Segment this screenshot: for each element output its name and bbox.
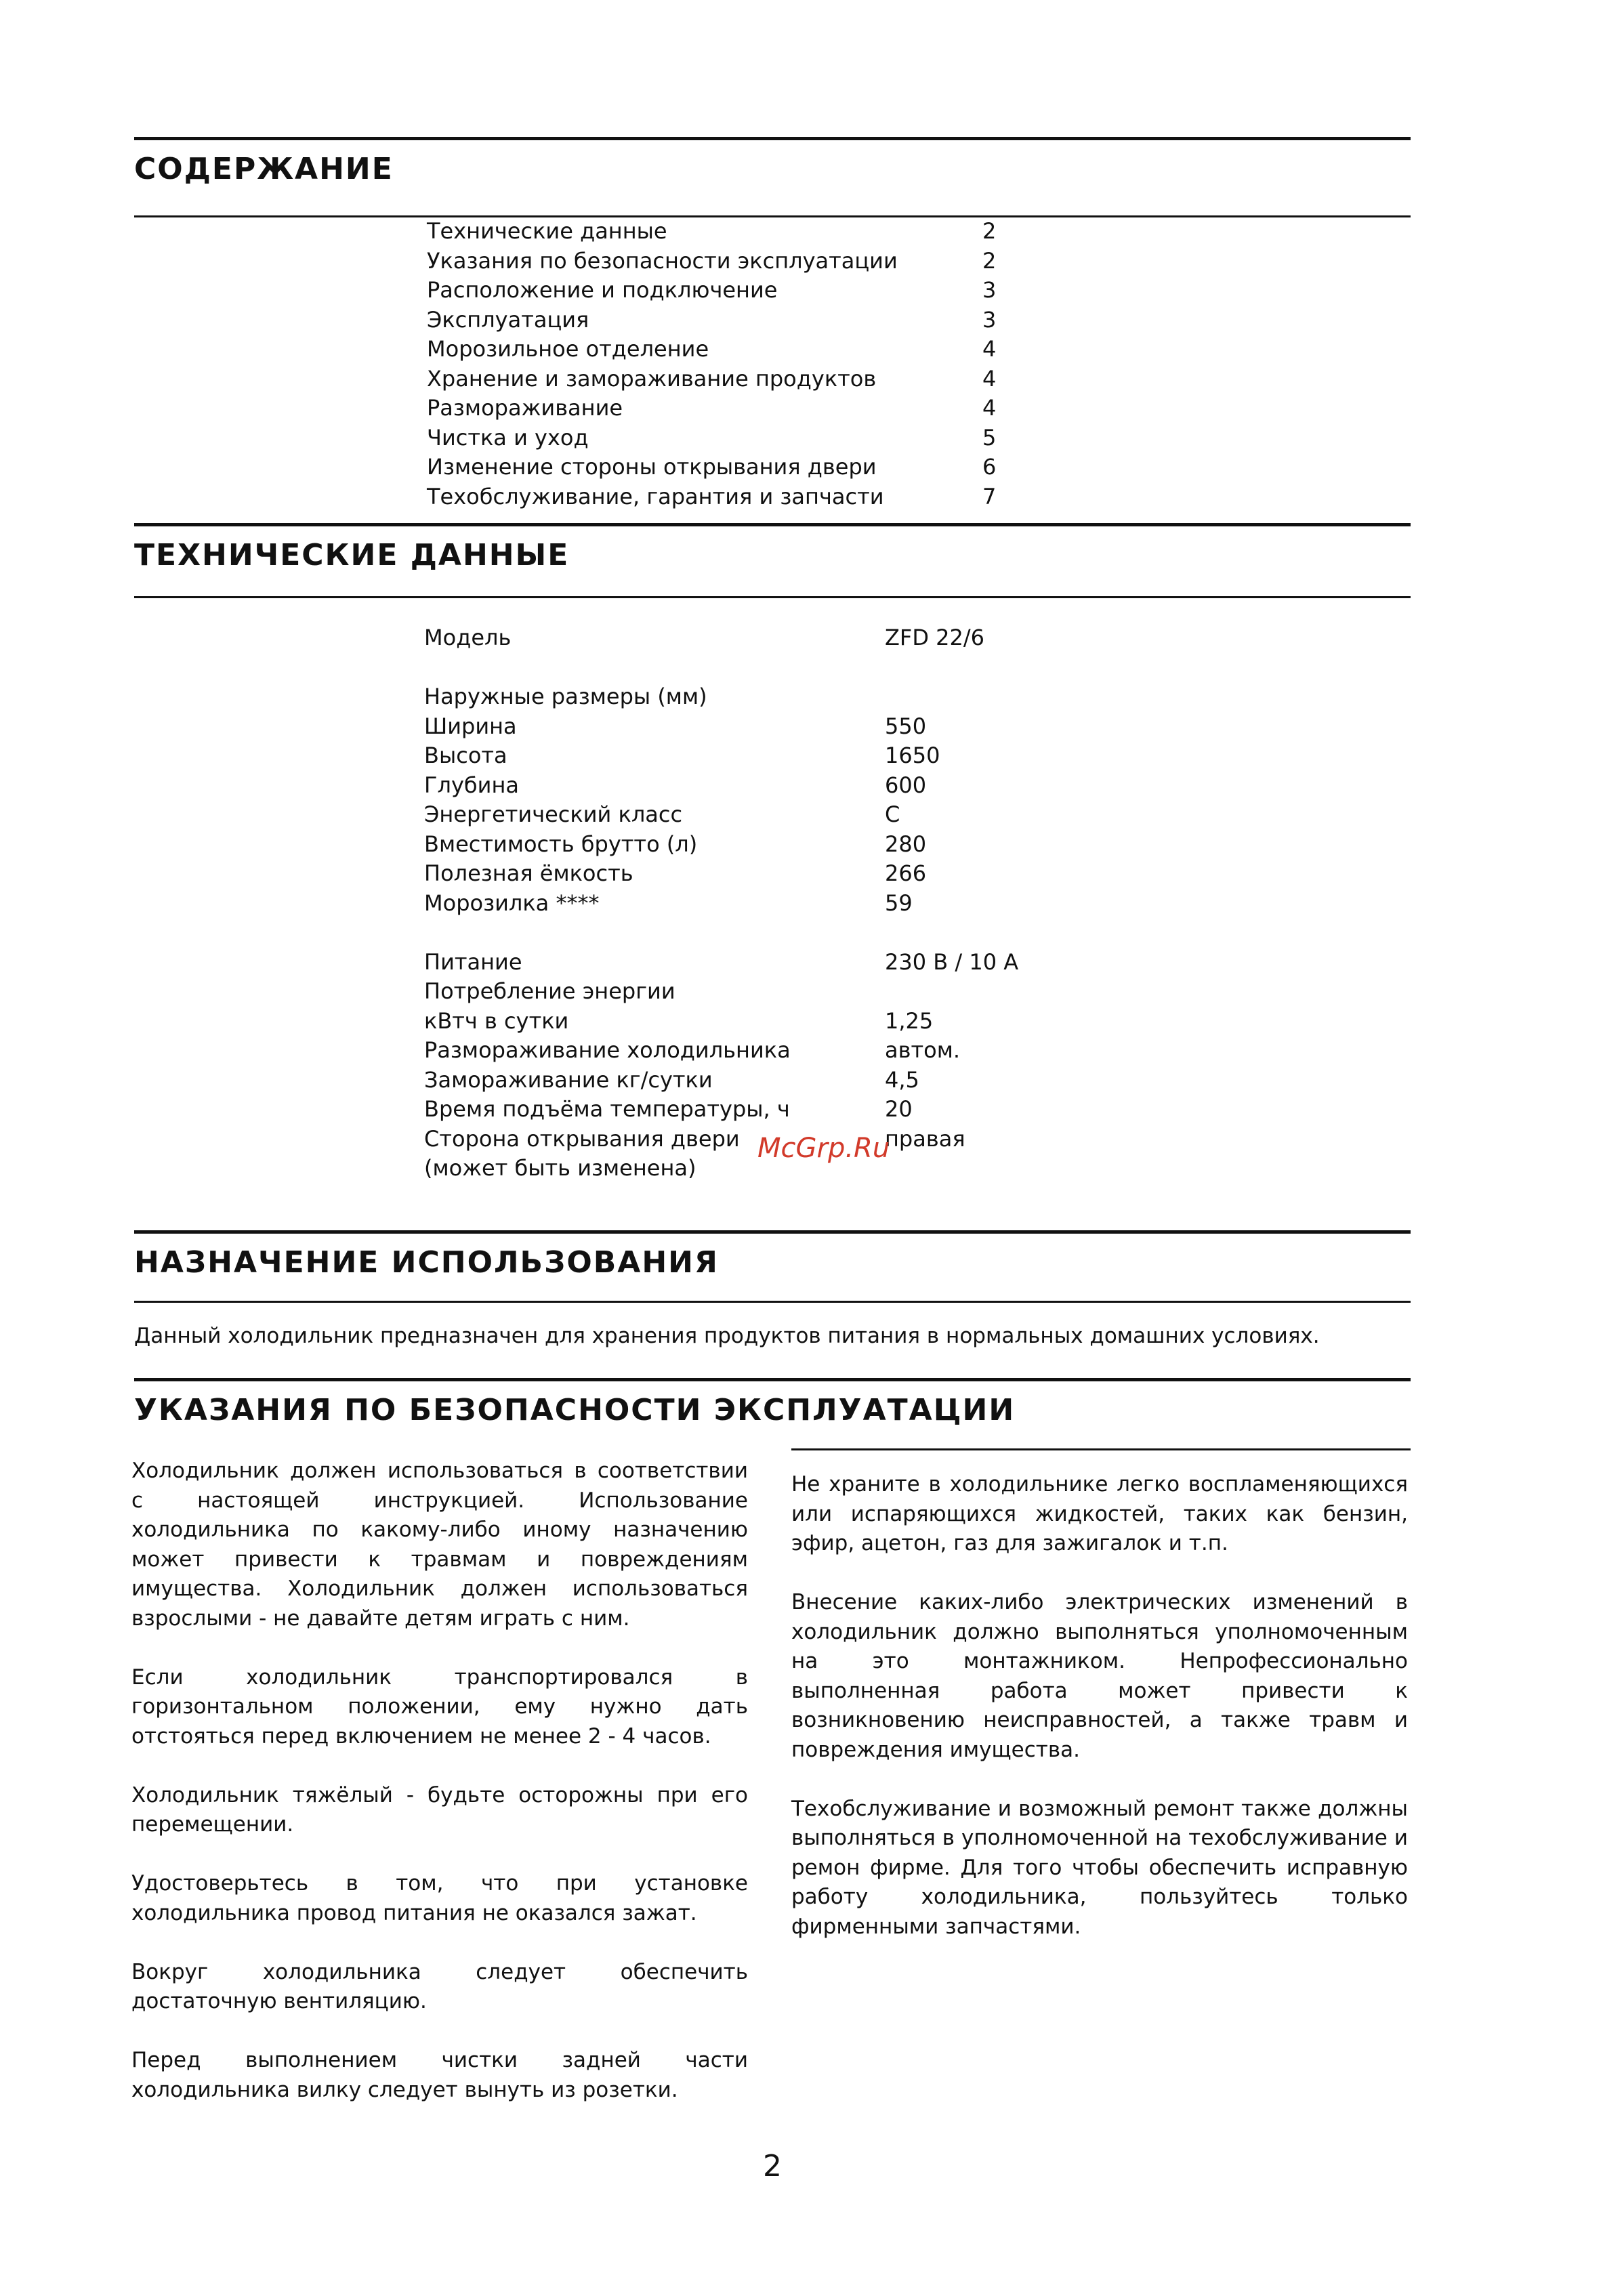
safety-paragraph: Техобслуживание и возможный ремонт также должны выполняться в уполномоченной на техобслуживание и ремон фирме. Для того чтобы обеспечить исправную работу холодильника, пользуйтесь только фирменными запчастями. [791, 1796, 1408, 1939]
spec-gap [424, 653, 1169, 683]
safety-paragraph: Вокруг холодильника следует обеспечить достаточную вентиляцию. [131, 1959, 748, 2013]
toc-item-label: Эксплуатация [427, 306, 589, 333]
spec-row-consumption [424, 977, 1169, 1007]
spec-row-kwh [424, 1007, 1169, 1037]
spec-value: 20 [885, 1096, 913, 1122]
safety-paragraph: Не храните в холодильнике легко воспламеняющихся или испаряющихся жидкостей, таких как бензин, эфир, ацетон, газ для зажигалок и т.п. [791, 1472, 1408, 1555]
spec-label: Высота [424, 743, 507, 768]
purpose-heading: НАЗНАЧЕНИЕ ИСПОЛЬЗОВАНИЯ [134, 1245, 719, 1280]
toc-item-page: 2 [982, 218, 997, 244]
toc-heading: СОДЕРЖАНИЕ [134, 152, 394, 186]
spec-value: правая [885, 1125, 965, 1152]
spec-value: 59 [885, 890, 913, 916]
spec-gap [424, 918, 1169, 948]
safety-paragraph: Холодильник должен использоваться в соответствии с настоящей инструкцией. Использование холодильника по какому-либо иному назначению может привести к травмам и повреждениям имущества. Холодильник должен использоваться взрослыми - не давайте детям играть с ним. [131, 1459, 748, 1631]
safety-right-column [791, 1470, 1408, 1971]
spec-label: Вместимость брутто (л) [424, 831, 698, 857]
rule-purpose [134, 1230, 1411, 1234]
spec-value: 266 [885, 860, 927, 886]
toc-item[interactable] [427, 482, 1009, 512]
rule-safety [134, 1378, 1411, 1381]
purpose-text: Данный холодильник предназначен для хранения продуктов питания в нормальных домашних условиях. [134, 1324, 1320, 1348]
spec-row-useful [424, 859, 1169, 889]
spec-label: Замораживание кг/сутки [424, 1066, 713, 1093]
spec-value: 230 В / 10 А [885, 948, 1019, 975]
spec-label: Полезная ёмкость [424, 860, 633, 886]
spec-row-defrost [424, 1036, 1169, 1066]
spec-value: 600 [885, 772, 927, 798]
toc-item[interactable] [427, 335, 1009, 364]
toc-item[interactable] [427, 247, 1009, 276]
toc-item[interactable] [427, 423, 1009, 453]
spec-label: Наружные размеры (мм) [424, 684, 707, 709]
spec-value: 1650 [885, 743, 940, 768]
spec-label: Время подъёма температуры, ч [424, 1096, 790, 1122]
safety-left-column [131, 1457, 748, 2135]
spec-row-freezing [424, 1066, 1169, 1095]
toc-item-page: 2 [982, 247, 997, 274]
spec-value: ZFD 22/6 [885, 625, 984, 650]
safety-paragraph: Если холодильник транспортировался в горизонтальном положении, ему нужно дать отстояться перед включением не менее 2 - 4 часов. [131, 1665, 748, 1749]
toc-item[interactable] [427, 394, 1009, 423]
tech-heading: ТЕХНИЧЕСКИЕ ДАННЫЕ [134, 538, 570, 572]
toc-item[interactable] [427, 364, 1009, 394]
spec-value: автом. [885, 1037, 960, 1063]
safety-heading: УКАЗАНИЯ ПО БЕЗОПАСНОСТИ ЭКСПЛУАТАЦИИ [134, 1393, 1016, 1427]
page-number: 2 [763, 2149, 782, 2183]
safety-paragraph: Удостоверьтесь в том, что при установке холодильника провод питания не оказался зажат. [131, 1871, 748, 1925]
spec-row-freezer [424, 889, 1169, 919]
spec-row-power [424, 948, 1169, 978]
safety-paragraph: Холодильник тяжёлый - будьте осторожны при его перемещении. [131, 1782, 748, 1837]
toc-item-label: Морозильное отделение [427, 336, 709, 362]
spec-label: кВтч в сутки [424, 1007, 569, 1034]
spec-row-dims [424, 682, 1169, 712]
toc-item-page: 4 [982, 365, 997, 392]
spec-label: Энергетический класс [424, 801, 683, 827]
spec-label: Морозилка **** [424, 890, 600, 916]
safety-paragraph: Перед выполнением чистки задней части холодильника вилку следует вынуть из розетки. [131, 2048, 748, 2102]
spec-row-height [424, 741, 1169, 771]
spec-value: 4,5 [885, 1066, 919, 1093]
spec-row-width [424, 712, 1169, 742]
toc-item-page: 3 [982, 306, 997, 333]
spec-label: (может быть изменена) [424, 1155, 696, 1181]
spec-row-model [424, 623, 1169, 653]
spec-row-class [424, 800, 1169, 830]
spec-row-gross [424, 830, 1169, 860]
spec-label: Размораживание холодильника [424, 1037, 791, 1063]
rule-purpose-bottom [134, 1301, 1411, 1303]
spec-value: 280 [885, 831, 927, 857]
watermark: McGrp.Ru [757, 1133, 890, 1164]
toc-item[interactable] [427, 306, 1009, 335]
toc-item-page: 6 [982, 454, 997, 480]
toc-item-label: Размораживание [427, 395, 623, 421]
rule-safety-bottom [791, 1448, 1411, 1450]
toc-item-label: Технические данные [427, 218, 667, 244]
spec-row-depth [424, 771, 1169, 801]
toc-item-label: Чистка и уход [427, 424, 589, 451]
spec-value: 550 [885, 713, 927, 739]
spec-label: Сторона открывания двери [424, 1125, 740, 1152]
spec-value: 1,25 [885, 1007, 934, 1034]
toc-item-label: Указания по безопасности эксплуатации [427, 247, 898, 274]
table-of-contents [427, 217, 1009, 511]
toc-item-page: 4 [982, 336, 997, 362]
toc-item-page: 7 [982, 483, 997, 509]
spec-value: C [885, 801, 900, 827]
spec-label: Модель [424, 625, 512, 650]
toc-item[interactable] [427, 276, 1009, 306]
toc-item-label: Изменение стороны открывания двери [427, 454, 877, 480]
tech-specs [424, 623, 1169, 1184]
spec-label: Глубина [424, 772, 519, 798]
toc-item-label: Хранение и замораживание продуктов [427, 365, 877, 392]
rule-tech [134, 523, 1411, 526]
toc-item[interactable] [427, 453, 1009, 482]
toc-item-label: Расположение и подключение [427, 277, 778, 303]
rule-tech-bottom [134, 596, 1411, 598]
toc-item-page: 4 [982, 395, 997, 421]
toc-item[interactable] [427, 217, 1009, 247]
spec-label: Потребление энергии [424, 978, 675, 1004]
toc-item-page: 3 [982, 277, 997, 303]
toc-item-page: 5 [982, 424, 997, 451]
safety-paragraph: Внесение каких-либо электрических изменений в холодильник должно выполняться уполномоченным на это монтажником. Непрофессионально выполненная работа может привести к возникновению неисправностей, а также травм и повреждения имущества. [791, 1590, 1408, 1762]
spec-label: Питание [424, 948, 522, 975]
toc-item-label: Техобслуживание, гарантия и запчасти [427, 483, 884, 509]
spec-row-rise [424, 1095, 1169, 1125]
spec-label: Ширина [424, 713, 517, 739]
rule-top [134, 137, 1411, 140]
